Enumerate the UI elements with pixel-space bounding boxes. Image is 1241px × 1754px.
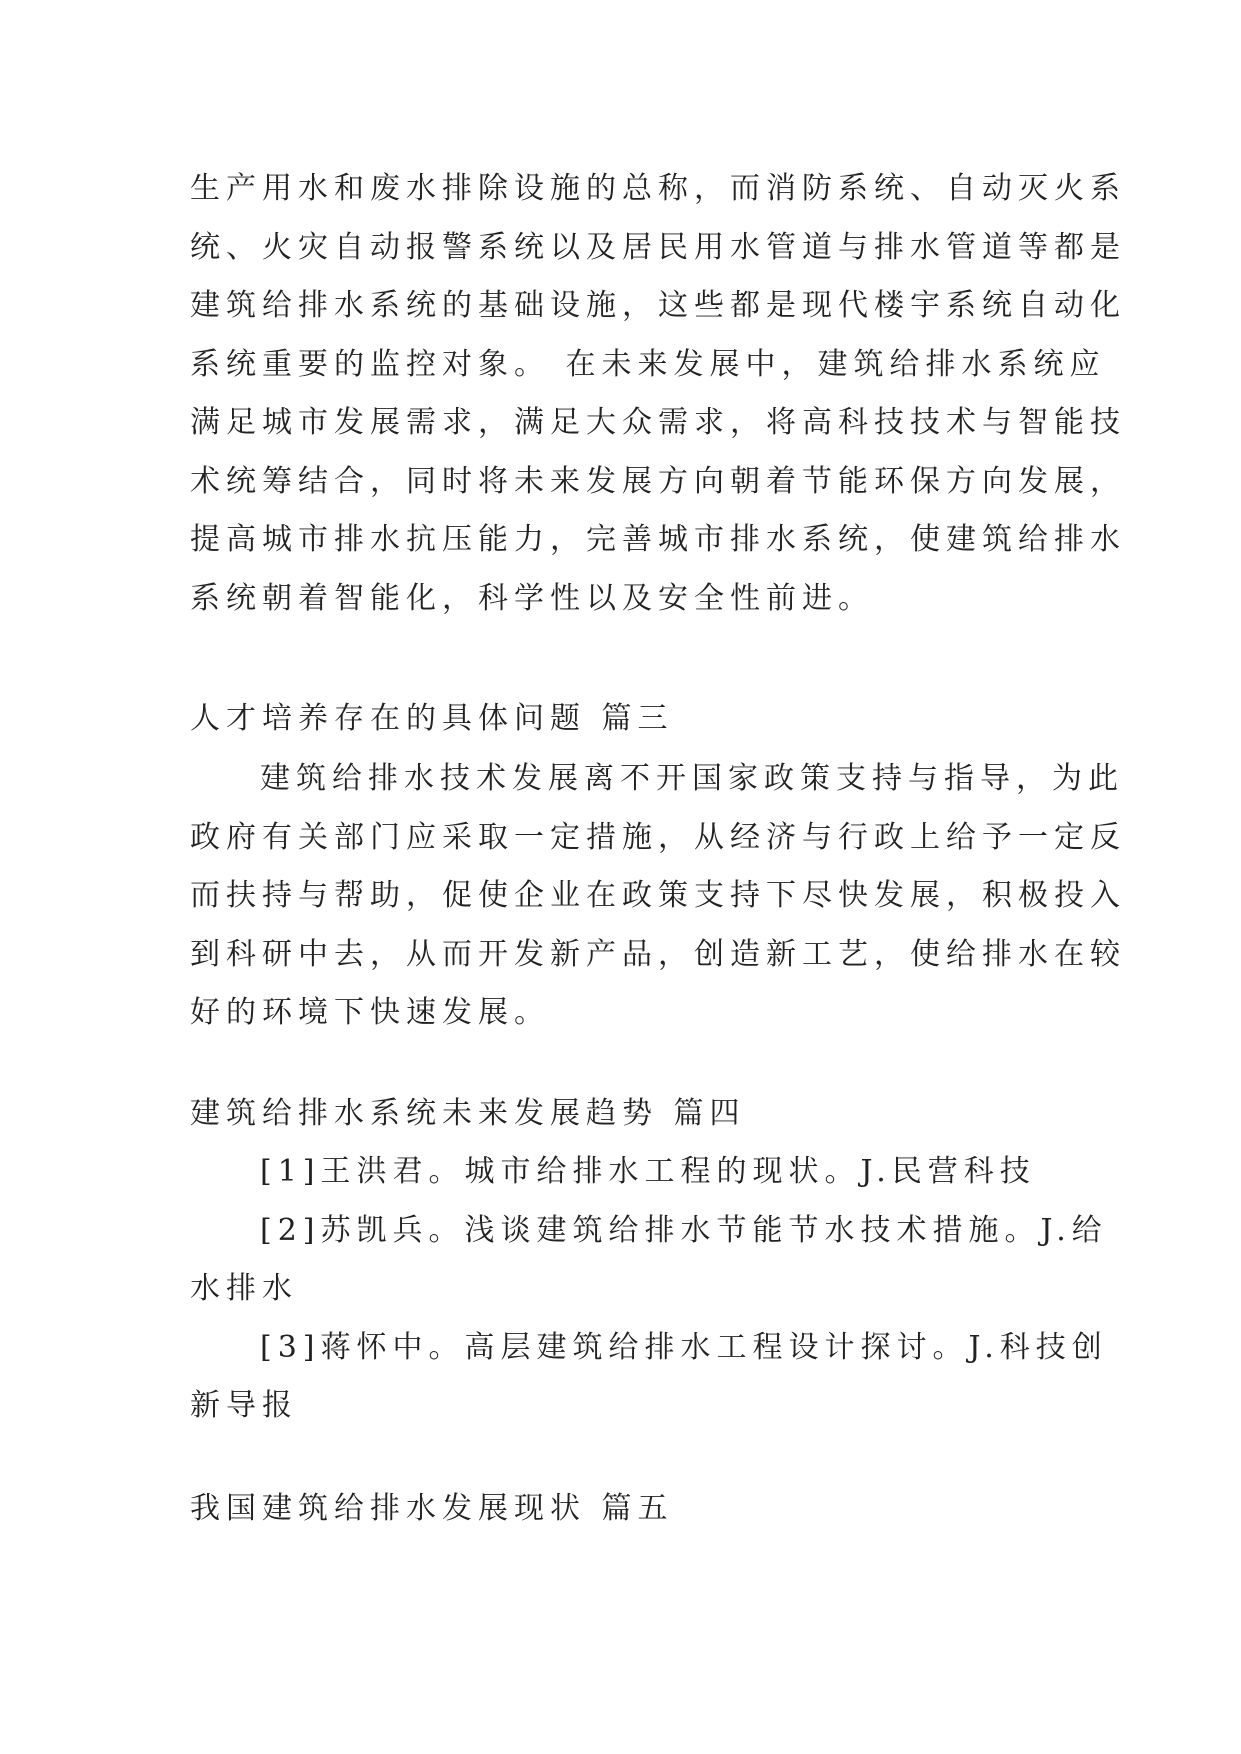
reference-line: 新导报	[190, 1388, 298, 1423]
section-4-heading	[190, 1085, 1050, 1144]
reference-line: [2]苏凯兵。浅谈建筑给排水节能节水技术措施。J.给	[260, 1212, 1108, 1248]
paragraph-line: 统、火灾自动报警系统以及居民用水管道与排水管道等都是	[190, 229, 1126, 265]
section-3-paragraph	[190, 750, 1126, 1043]
paragraph-line: 生产用水和废水排除设施的总称，而消防系统、自动灭火系	[190, 171, 1126, 206]
paragraph-line: 好的环境下快速发展。	[190, 995, 550, 1030]
references-list	[190, 1143, 1108, 1436]
reference-line: [3]蒋怀中。高层建筑给排水工程设计探讨。J.科技创	[260, 1329, 1108, 1365]
section-heading: 我国建筑给排水发展现状 篇五	[190, 1491, 674, 1526]
paragraph-line: 建筑给排水系统的基础设施，这些都是现代楼宇系统自动化	[190, 288, 1126, 323]
paragraph-line: 而扶持与帮助，促使企业在政策支持下尽快发展，积极投入	[190, 878, 1126, 913]
paragraph-line: 建筑给排水技术发展离不开国家政策支持与指导，为此	[260, 761, 1124, 796]
section-heading: 建筑给排水系统未来发展趋势 篇四	[190, 1096, 746, 1131]
paragraph-line: 到科研中去，从而开发新产品，创造新工艺，使给排水在较	[190, 936, 1126, 972]
reference-line: [1]王洪君。城市给排水工程的现状。J.民营科技	[260, 1154, 1036, 1189]
section-3-heading	[190, 690, 1050, 749]
section-heading: 人才培养存在的具体问题 篇三	[190, 701, 674, 736]
reference-line: 水排水	[190, 1271, 298, 1306]
paragraph-line: 术统筹结合，同时将未来发展方向朝着节能环保方向发展，	[190, 463, 1126, 499]
paragraph-line: 满足城市发展需求，满足大众需求，将高科技技术与智能技	[190, 405, 1126, 440]
paragraph-line: 提高城市排水抗压能力，完善城市排水系统，使建筑给排水	[190, 522, 1126, 557]
paragraph-line: 系统重要的监控对象。 在未来发展中，建筑给排水系统应	[190, 346, 1106, 382]
intro-paragraph	[190, 160, 1126, 628]
paragraph-line: 政府有关部门应采取一定措施，从经济与行政上给予一定反	[190, 819, 1126, 855]
section-5-heading	[190, 1480, 1050, 1539]
paragraph-line: 系统朝着智能化，科学性以及安全性前进。	[190, 580, 874, 616]
